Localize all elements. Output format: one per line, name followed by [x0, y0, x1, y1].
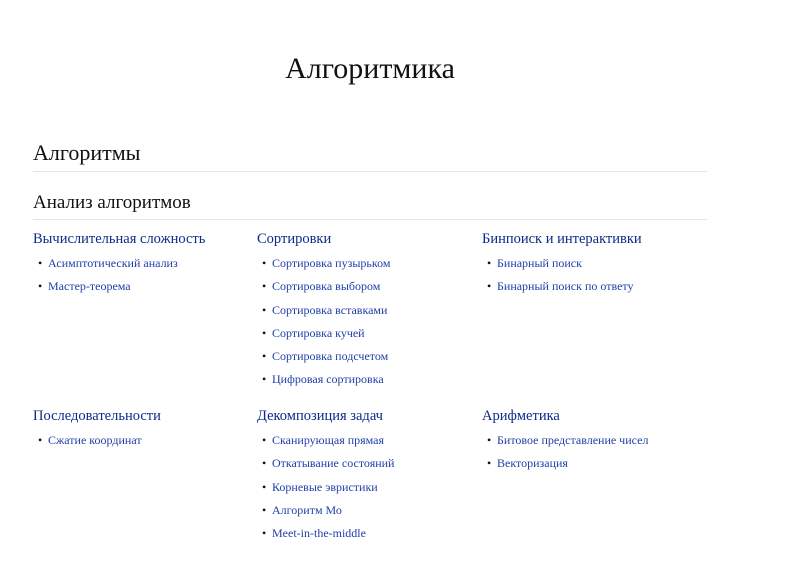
- list-item: [257, 370, 487, 393]
- topic-link[interactable]: Сортировка кучей: [272, 325, 365, 340]
- bullet-icon: •: [487, 279, 492, 294]
- bullet-icon: •: [487, 433, 492, 447]
- bullet-icon: •: [38, 279, 43, 294]
- topic-link[interactable]: Асимптотический анализ: [48, 256, 178, 270]
- topic-link[interactable]: Корневые эвристики: [272, 479, 378, 494]
- topic-link[interactable]: Алгоритм Мо: [272, 502, 342, 517]
- topic-link-list: [257, 431, 487, 547]
- topic-link[interactable]: Откатывание состояний: [272, 456, 395, 471]
- topic-link[interactable]: Цифровая сортировка: [272, 372, 384, 387]
- topic-link[interactable]: Сжатие координат: [48, 433, 142, 447]
- topic-title-link[interactable]: Вычислительная сложность: [33, 231, 206, 247]
- list-item: [257, 254, 487, 277]
- bullet-icon: •: [487, 456, 492, 471]
- list-item: [482, 277, 712, 300]
- topic-title-link[interactable]: Арифметика: [482, 408, 560, 424]
- bullet-icon: •: [262, 325, 267, 340]
- topic-link[interactable]: Битовое представление чисел: [497, 433, 649, 447]
- list-item: [257, 454, 487, 477]
- topic-link-list: [482, 254, 712, 301]
- list-item: [257, 301, 487, 324]
- list-item: [482, 254, 712, 277]
- topic-link[interactable]: Сортировка подсчетом: [272, 349, 389, 364]
- topic-column-decomposition: [257, 407, 487, 547]
- list-item: [33, 254, 263, 277]
- topic-link[interactable]: Сканирующая прямая: [272, 433, 385, 447]
- topic-link-list: [33, 254, 263, 301]
- bullet-icon: •: [262, 372, 267, 387]
- bullet-icon: •: [262, 302, 267, 317]
- topic-column-binsearch: [482, 230, 712, 301]
- bullet-icon: •: [262, 456, 267, 471]
- topic-link[interactable]: Сортировка пузырьком: [272, 256, 391, 270]
- list-item: [257, 347, 487, 370]
- subsection-heading-analysis: Анализ алгоритмов: [33, 192, 707, 220]
- bullet-icon: •: [38, 433, 43, 447]
- bullet-icon: •: [262, 279, 267, 294]
- topic-link-list: [482, 431, 712, 478]
- bullet-icon: •: [262, 502, 267, 517]
- list-item: [482, 454, 712, 477]
- topic-title-link[interactable]: Сортировки: [257, 231, 332, 247]
- list-item: [257, 524, 487, 547]
- section-heading-algorithms: Алгоритмы: [33, 140, 707, 172]
- topic-link[interactable]: Бинарный поиск: [497, 256, 582, 270]
- list-item: [33, 431, 263, 454]
- bullet-icon: •: [262, 526, 267, 541]
- topic-link[interactable]: Мастер-теорема: [48, 279, 131, 294]
- bullet-icon: •: [262, 433, 267, 447]
- topic-link[interactable]: Бинарный поиск по ответу: [497, 279, 634, 294]
- list-item: [257, 478, 487, 501]
- topic-link-list: [33, 431, 263, 454]
- list-item: [33, 277, 263, 300]
- list-item: [257, 501, 487, 524]
- bullet-icon: •: [38, 256, 43, 270]
- topic-link[interactable]: Векторизация: [497, 456, 568, 471]
- list-item: [482, 431, 712, 454]
- topic-link-list: [257, 254, 487, 394]
- bullet-icon: •: [262, 479, 267, 494]
- topic-title-link[interactable]: Декомпозиция задач: [257, 408, 383, 424]
- topic-link[interactable]: Сортировка вставками: [272, 302, 388, 317]
- list-item: [257, 431, 487, 454]
- topic-link[interactable]: Сортировка выбором: [272, 279, 381, 294]
- topic-title-link[interactable]: Бинпоиск и интерактивки: [482, 231, 642, 247]
- list-item: [257, 324, 487, 347]
- topic-link[interactable]: Meet-in-the-middle: [272, 526, 366, 541]
- topic-column-sorting: [257, 230, 487, 394]
- topic-column-arithmetic: [482, 407, 712, 478]
- topic-column-complexity: [33, 230, 263, 301]
- topic-column-sequences: [33, 407, 263, 454]
- bullet-icon: •: [262, 349, 267, 364]
- bullet-icon: •: [262, 256, 267, 270]
- page-title: Алгоритмика: [285, 52, 455, 85]
- list-item: [257, 277, 487, 300]
- topic-title-link[interactable]: Последовательности: [33, 408, 161, 424]
- bullet-icon: •: [487, 256, 492, 270]
